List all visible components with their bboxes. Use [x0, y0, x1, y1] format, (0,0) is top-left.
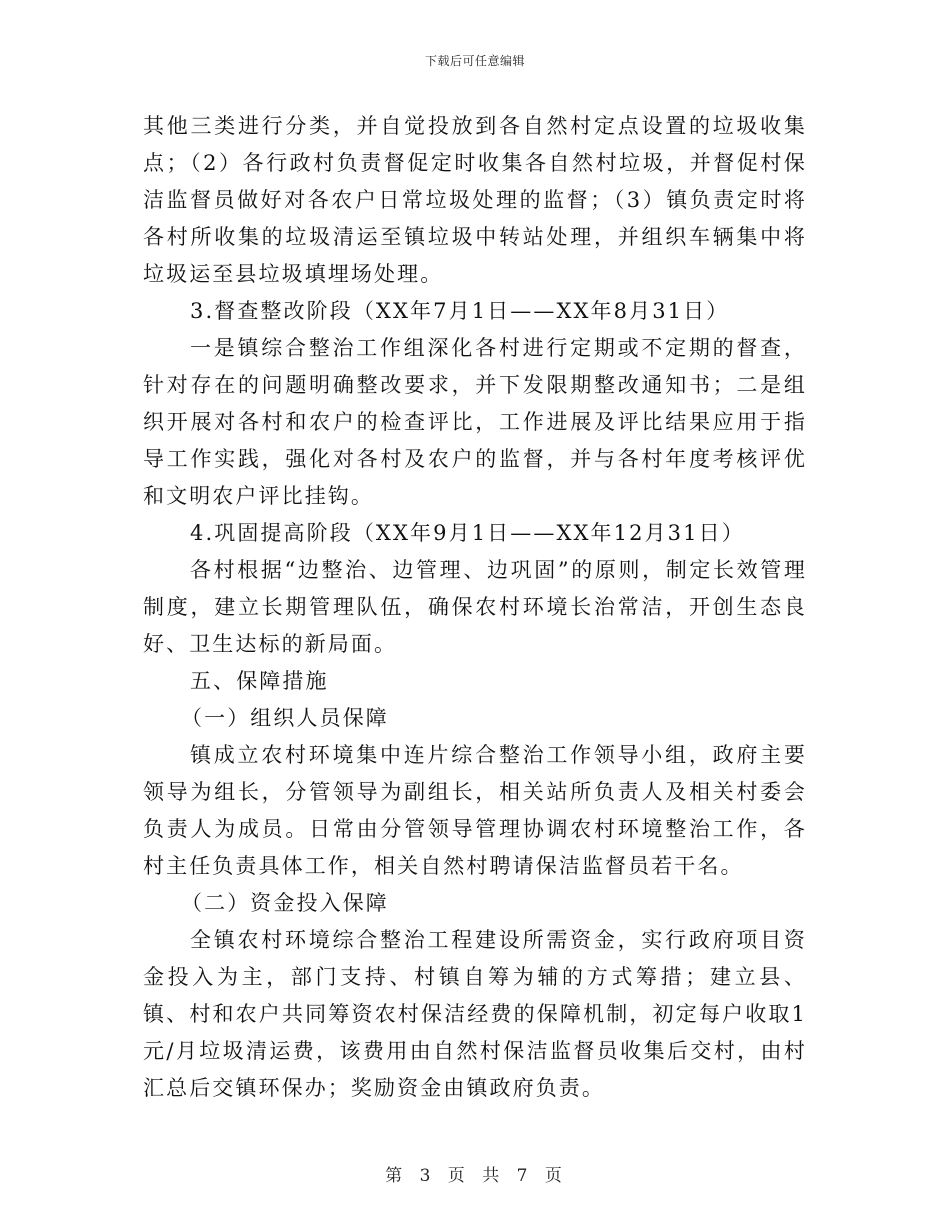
subsection-heading-1: （一）组织人员保障 [181, 706, 389, 730]
paragraph-consolidation: 各村根据“边整治、边管理、边巩固”的原则，制定长效管理制度，建立长期管理队伍，确保农村环境长治常洁，开创生态良好、卫生达标的新局面。 [143, 558, 807, 656]
paragraph-organization: 镇成立农村环境集中连片综合整治工作领导小组，政府主要领导为组长，分管领导为副组长，相关站所负责人及相关村委会负责人为成员。日常由分管领导管理协调农村环境整治工作，各村主任负责具体工作，相关自然村聘请保洁监督员若干名。 [143, 743, 807, 878]
document-body [143, 108, 807, 1107]
chapter-heading-5: 五、保障措施 [190, 669, 329, 693]
subsection-heading-2: （二）资金投入保障 [181, 891, 389, 915]
section-heading-4: 4.巩固提高阶段（XX年9月1日——XX年12月31日） [190, 521, 745, 545]
section-heading-3: 3.督查整改阶段（XX年7月1日——XX年8月31日） [190, 299, 730, 323]
paragraph-supervision: 一是镇综合整治工作组深化各村进行定期或不定期的督查，针对存在的问题明确整改要求，并下发限期整改通知书；二是组织开展对各村和农户的检查评比，工作进展及评比结果应用于指导工作实践，强化对各村及农户的监督，并与各村年度考核评优和文明农户评比挂钩。 [143, 336, 807, 508]
paragraph-funding: 全镇农村环境综合整治工程建设所需资金，实行政府项目资金投入为主，部门支持、村镇自筹为辅的方式筹措；建立县、镇、村和农户共同筹资农村保洁经费的保障机制，初定每户收取1元/月垃圾清运费，该费用由自然村保洁监督员收集后交村，由村汇总后交镇环保办；奖励资金由镇政府负责。 [143, 928, 807, 1100]
page-footer: 第 3 页 共 7 页 [385, 1166, 565, 1186]
paragraph-continued: 其他三类进行分类，并自觉投放到各自然村定点设置的垃圾收集点；（2）各行政村负责督促定时收集各自然村垃圾，并督促村保洁监督员做好对各农户日常垃圾处理的监督；（3）镇负责定时将各村所收集的垃圾清运至镇垃圾中转站处理，并组织车辆集中将垃圾运至县垃圾填埋场处理。 [143, 114, 807, 286]
page-header: 下载后可任意编辑 [424, 54, 525, 68]
